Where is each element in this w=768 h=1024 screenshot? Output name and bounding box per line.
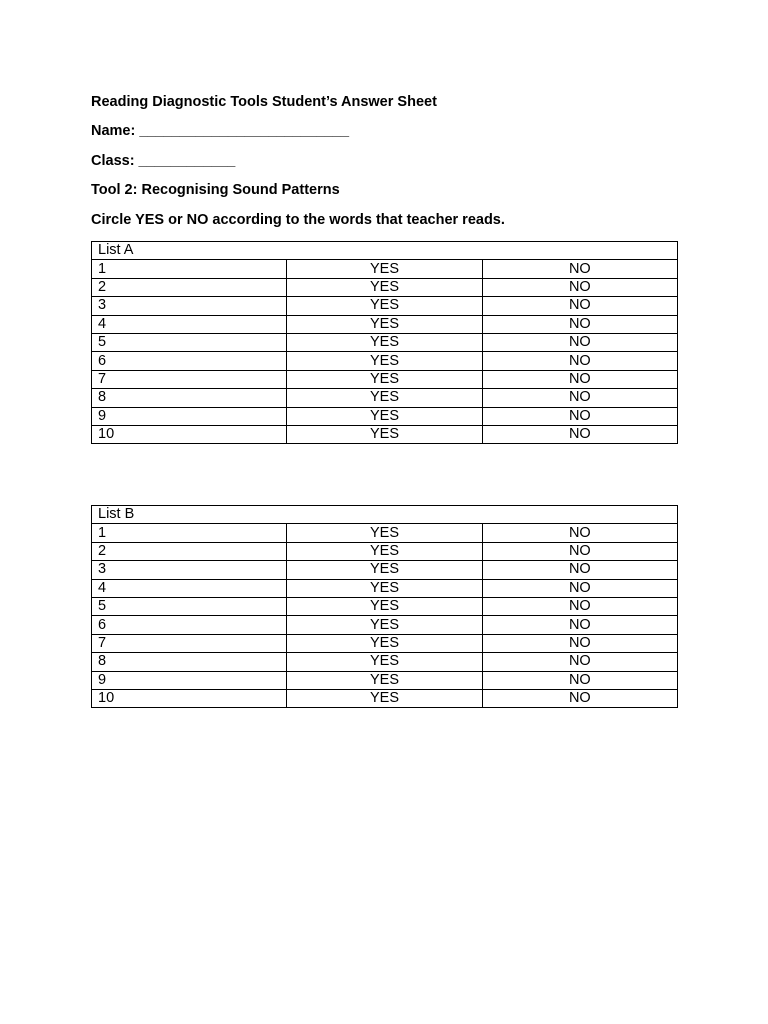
no-option[interactable]: NO [482, 542, 677, 560]
table-row [92, 542, 678, 560]
yes-option[interactable]: YES [287, 278, 482, 296]
yes-option[interactable]: YES [287, 561, 482, 579]
yes-option[interactable]: YES [287, 315, 482, 333]
list-title: List B [92, 506, 678, 524]
table-row [92, 689, 678, 707]
no-option[interactable]: NO [482, 524, 677, 542]
tool-heading: Tool 2: Recognising Sound Patterns [91, 182, 340, 198]
table-row [92, 352, 678, 370]
no-option[interactable]: NO [482, 616, 677, 634]
yes-option[interactable]: YES [287, 671, 482, 689]
table-row [92, 278, 678, 296]
row-number: 9 [92, 407, 287, 425]
row-number: 7 [92, 634, 287, 652]
row-number: 2 [92, 542, 287, 560]
row-number: 6 [92, 352, 287, 370]
no-option[interactable]: NO [482, 407, 677, 425]
yes-option[interactable]: YES [287, 579, 482, 597]
instruction-text: Circle YES or NO according to the words that teacher reads. [91, 212, 505, 228]
document-title: Reading Diagnostic Tools Student’s Answer Sheet [91, 94, 437, 110]
row-number: 3 [92, 561, 287, 579]
table-row [92, 616, 678, 634]
no-option[interactable]: NO [482, 297, 677, 315]
table-row [92, 634, 678, 652]
no-option[interactable]: NO [482, 260, 677, 278]
row-number: 9 [92, 671, 287, 689]
yes-option[interactable]: YES [287, 689, 482, 707]
table-row [92, 260, 678, 278]
no-option[interactable]: NO [482, 561, 677, 579]
list-title-row [92, 242, 678, 260]
class-field-line: Class: ____________ [91, 153, 236, 169]
yes-option[interactable]: YES [287, 260, 482, 278]
no-option[interactable]: NO [482, 389, 677, 407]
row-number: 8 [92, 653, 287, 671]
list-a-table [91, 241, 678, 444]
no-option[interactable]: NO [482, 352, 677, 370]
yes-option[interactable]: YES [287, 333, 482, 351]
row-number: 7 [92, 370, 287, 388]
row-number: 3 [92, 297, 287, 315]
row-number: 10 [92, 689, 287, 707]
row-number: 8 [92, 389, 287, 407]
table-row [92, 561, 678, 579]
table-row [92, 579, 678, 597]
yes-option[interactable]: YES [287, 616, 482, 634]
yes-option[interactable]: YES [287, 389, 482, 407]
yes-option[interactable]: YES [287, 653, 482, 671]
table-row [92, 333, 678, 351]
row-number: 1 [92, 524, 287, 542]
no-option[interactable]: NO [482, 634, 677, 652]
no-option[interactable]: NO [482, 671, 677, 689]
yes-option[interactable]: YES [287, 634, 482, 652]
list-title: List A [92, 242, 678, 260]
no-option[interactable]: NO [482, 653, 677, 671]
no-option[interactable]: NO [482, 579, 677, 597]
yes-option[interactable]: YES [287, 407, 482, 425]
no-option[interactable]: NO [482, 333, 677, 351]
name-field-line: Name: __________________________ [91, 123, 350, 139]
table-row [92, 407, 678, 425]
no-option[interactable]: NO [482, 689, 677, 707]
table-row [92, 597, 678, 615]
yes-option[interactable]: YES [287, 425, 482, 443]
row-number: 2 [92, 278, 287, 296]
no-option[interactable]: NO [482, 370, 677, 388]
row-number: 6 [92, 616, 287, 634]
table-row [92, 524, 678, 542]
no-option[interactable]: NO [482, 597, 677, 615]
no-option[interactable]: NO [482, 425, 677, 443]
list-b-table [91, 505, 678, 708]
row-number: 10 [92, 425, 287, 443]
table-row [92, 315, 678, 333]
yes-option[interactable]: YES [287, 297, 482, 315]
table-row [92, 297, 678, 315]
row-number: 1 [92, 260, 287, 278]
table-row [92, 370, 678, 388]
table-row [92, 389, 678, 407]
yes-option[interactable]: YES [287, 542, 482, 560]
yes-option[interactable]: YES [287, 597, 482, 615]
no-option[interactable]: NO [482, 278, 677, 296]
row-number: 4 [92, 315, 287, 333]
table-row [92, 425, 678, 443]
row-number: 4 [92, 579, 287, 597]
yes-option[interactable]: YES [287, 352, 482, 370]
row-number: 5 [92, 597, 287, 615]
row-number: 5 [92, 333, 287, 351]
no-option[interactable]: NO [482, 315, 677, 333]
table-row [92, 671, 678, 689]
yes-option[interactable]: YES [287, 524, 482, 542]
list-title-row [92, 506, 678, 524]
yes-option[interactable]: YES [287, 370, 482, 388]
table-row [92, 653, 678, 671]
